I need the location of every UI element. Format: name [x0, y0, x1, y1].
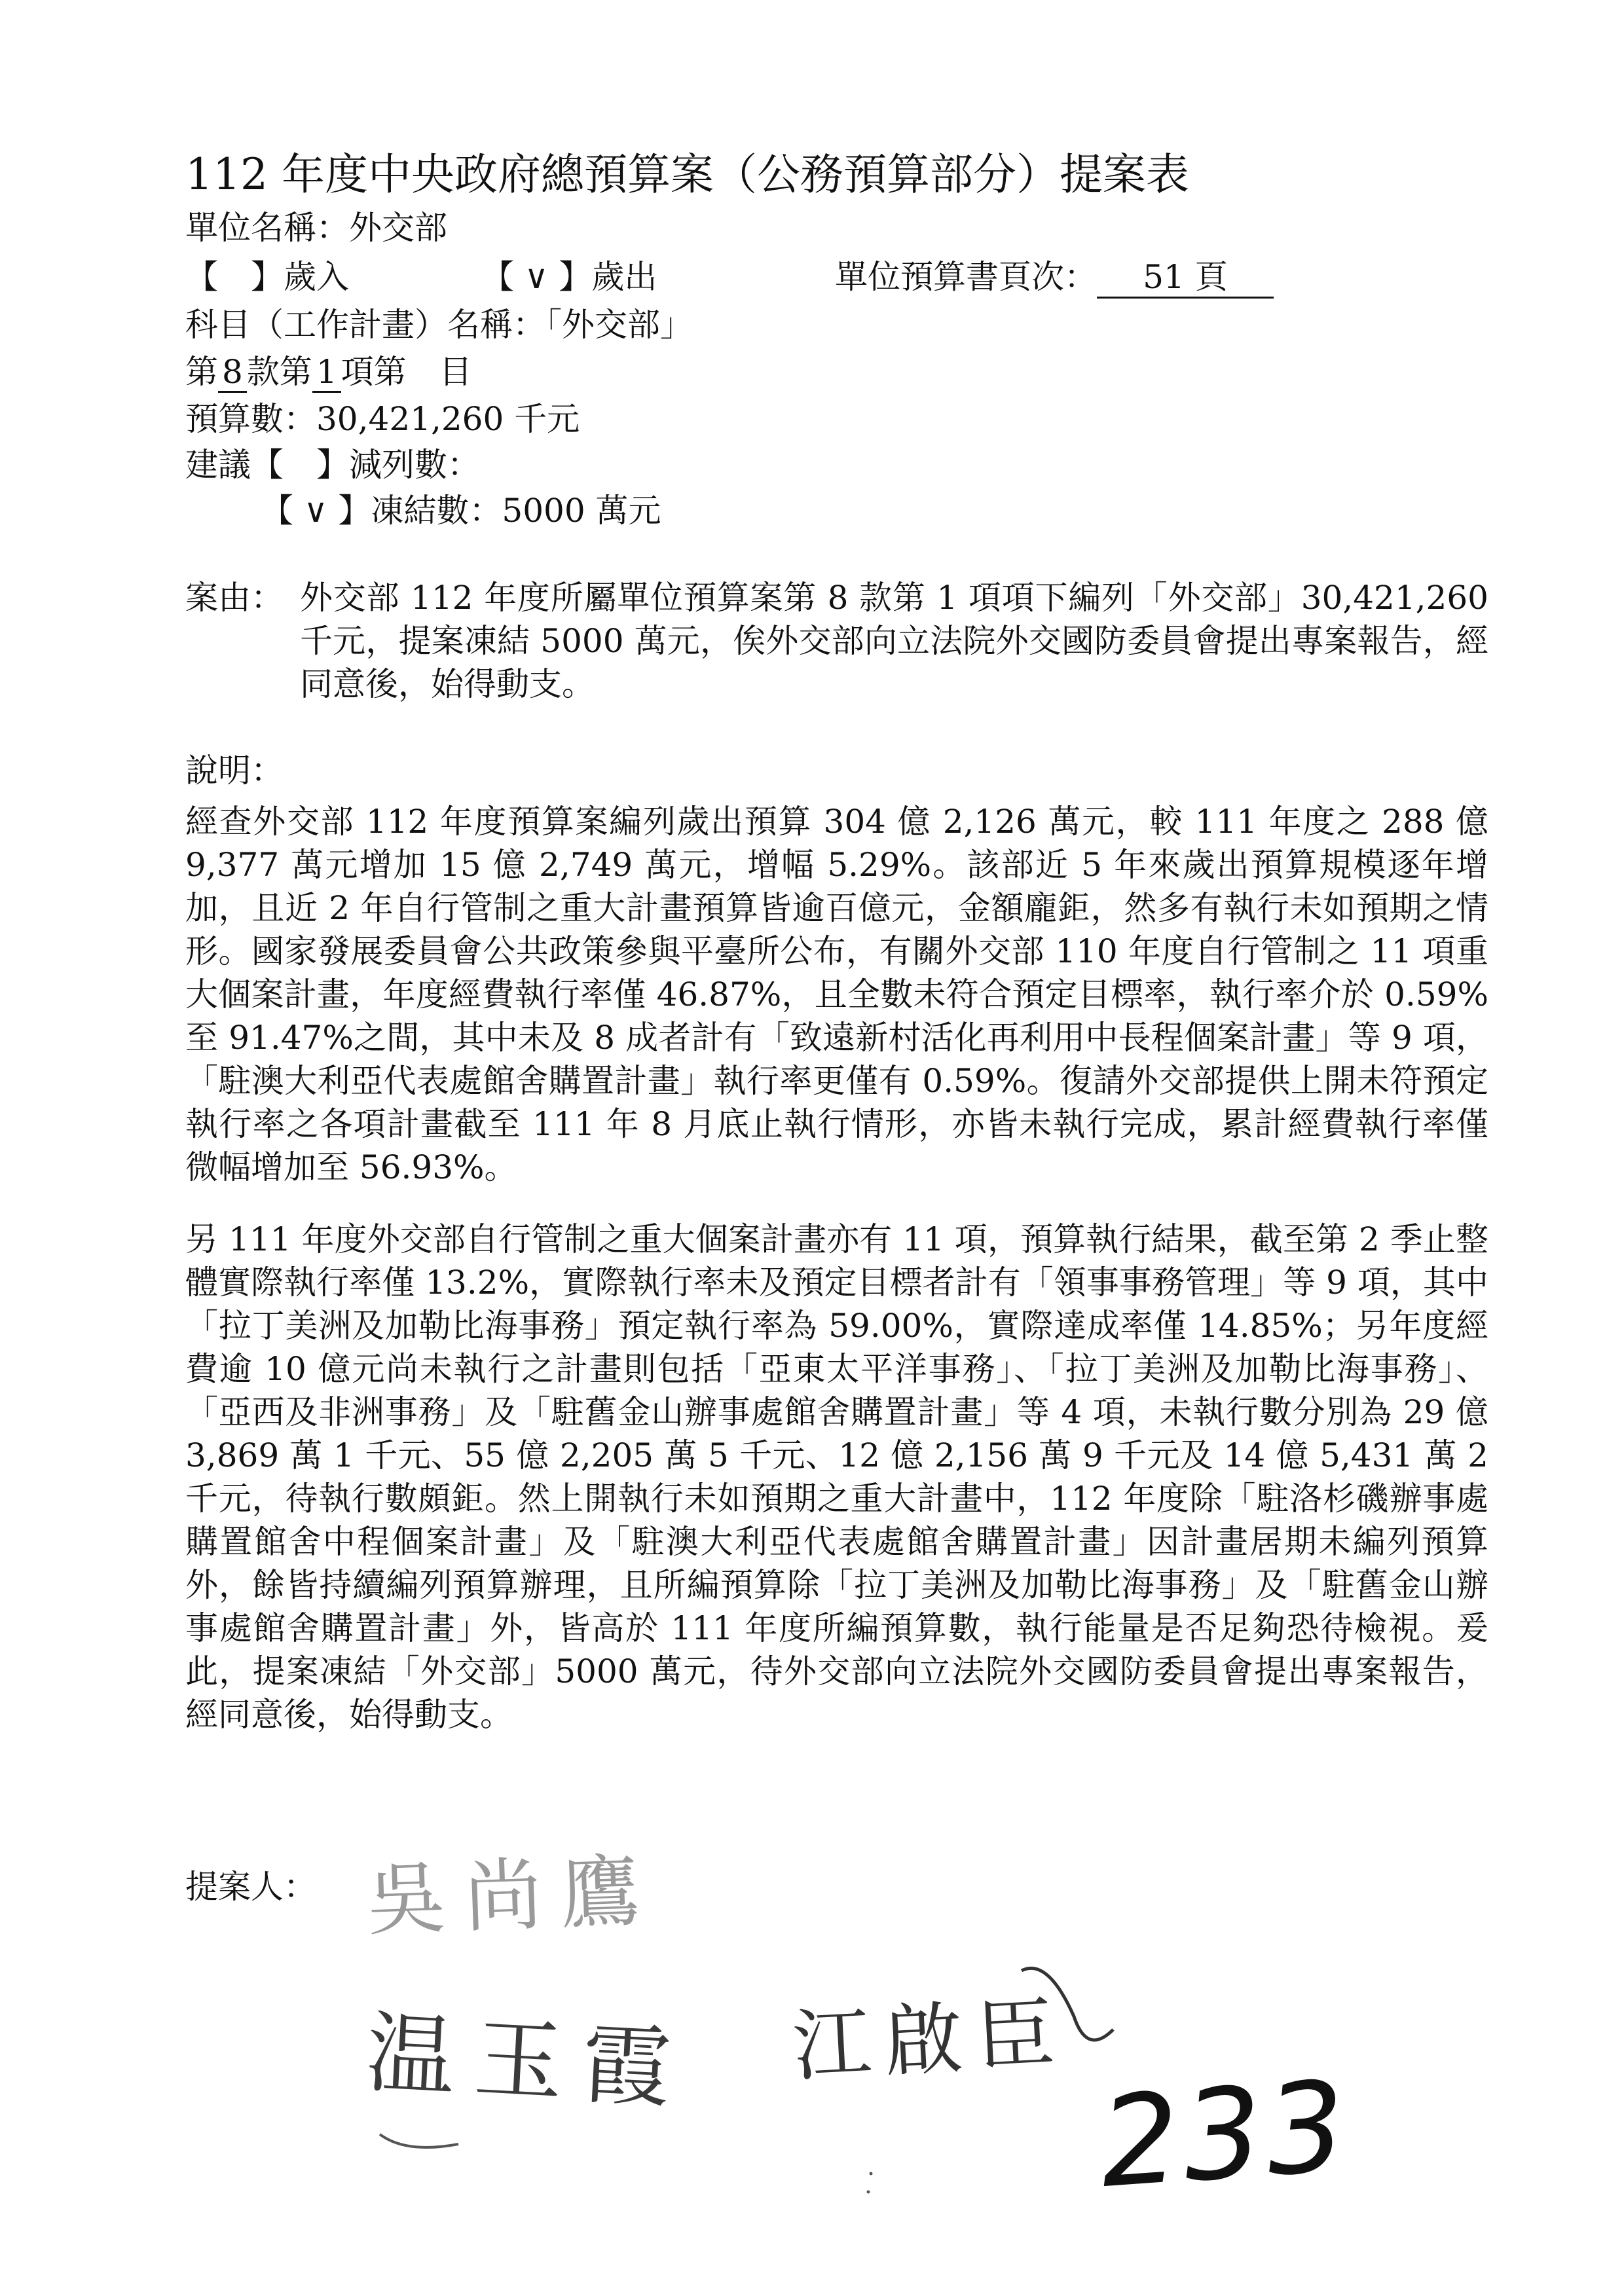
- suggest-reduce: 建議【 】減列數：: [185, 446, 480, 484]
- explanation-paragraph-1: 經查外交部 112 年度預算案編列歲出預算 304 億 2,126 萬元，較 111 年度之 288 億 9,377 萬元增加 15 億 2,749 萬元，增幅 5.29%。該部近 5 年來歲出預算規模逐年增加，且近 2 年自行管制之重大計畫預算皆逾百億元，金額龐鉅，然多有執行未如預期之情形。國家發展委員會公共政策參與平臺所公布，有關外交部 110 年度自行管制之 11 項重大個案計畫，年度經費執行率僅 46.87%，且全數未符合預定目標率，執行率介於 0.59%至 91.47%之間，其中未及 8 成者計有「致遠新村活化再利用中長程個案計畫」等 9 項，「駐澳大利亞代表處館舍購置計畫」執行率更僅有 0.59%。復請外交部提供上開未符預定執行率之各項計畫截至 111 年 8 月底止執行情形，亦皆未執行完成，累計經費執行率僅微幅增加至 56.93%。: [185, 803, 1488, 1186]
- expenditure-checkbox: 【 ∨ 】歲出: [481, 258, 657, 296]
- subject-name: 科目（工作計畫）名稱：「外交部」: [185, 306, 693, 344]
- document-title: 112 年度中央政府總預算案（公務預算部分）提案表: [185, 149, 1189, 200]
- suggest-freeze: 【 ∨ 】凍結數：5000 萬元: [261, 492, 661, 530]
- item-mid: 款第: [246, 353, 312, 391]
- budget-amount: 預算數：30,421,260 千元: [185, 400, 580, 438]
- proposer-label: 提案人：: [185, 1868, 316, 1906]
- explanation-paragraph-2: 另 111 年度外交部自行管制之重大個案計畫亦有 11 項，預算執行結果，截至第 2 季止整體實際執行率僅 13.2%，實際執行率未及預定目標者計有「領事事務管理」等 9 項，其中「拉丁美洲及加勒比海事務」預定執行率為 59.00%，實際達成率僅 14.85%；另年度經費逾 10 億元尚未執行之計畫則包括「亞東太平洋事務」、「拉丁美洲及加勒比海事務」、「亞西及非洲事務」及「駐舊金山辦事處館舍購置計畫」等 4 項，未執行數分別為 29 億 3,869 萬 1 千元、55 億 2,205 萬 5 千元、12 億 2,156 萬 9 千元及 14 億 5,431 萬 2 千元，待執行數頗鉅。然上開執行未如預期之重大計畫中，112 年度除「駐洛杉磯辦事處購置館舍中程個案計畫」及「駐澳大利亞代表處館舍購置計畫」因計畫居期未編列預算外，餘皆持續編列預算辦理，且所編預算除「拉丁美洲及加勒比海事務」及「駐舊金山辦事處館舍購置計畫」外，皆高於 111 年度所編預算數，執行能量是否足夠恐待檢視。爰此，提案凍結「外交部」5000 萬元，待外交部向立法院外交國防委員會提出專案報告，經同意後，始得動支。: [185, 1220, 1488, 1734]
- explanation-label: 說明：: [185, 752, 284, 790]
- signature-2: 温玉霞: [363, 2001, 693, 2121]
- handwritten-page-number: 233: [1095, 2053, 1354, 2216]
- signature-1: 吳尚鷹: [365, 1846, 659, 1947]
- unit-name: 單位名稱：外交部: [185, 209, 447, 247]
- revenue-checkbox: 【 】歲入: [185, 258, 349, 296]
- item-suffix: 項第 目: [341, 353, 472, 391]
- item-kuan: 8: [218, 353, 247, 393]
- item-xiang: 1: [312, 353, 341, 393]
- item-prefix: 第: [185, 353, 218, 391]
- signature-3: 江啟臣: [790, 1988, 1070, 2093]
- page-value: 51 頁: [1097, 257, 1274, 299]
- reason-text: 外交部 112 年度所屬單位預算案第 8 款第 1 項項下編列「外交部」30,421,260 千元，提案凍結 5000 萬元，俟外交部向立法院外交國防委員會提出專案報告，經同意後，始得動支。: [300, 579, 1488, 703]
- reason-label: 案由：: [185, 579, 284, 617]
- page-label: 單位預算書頁次：: [835, 258, 1097, 296]
